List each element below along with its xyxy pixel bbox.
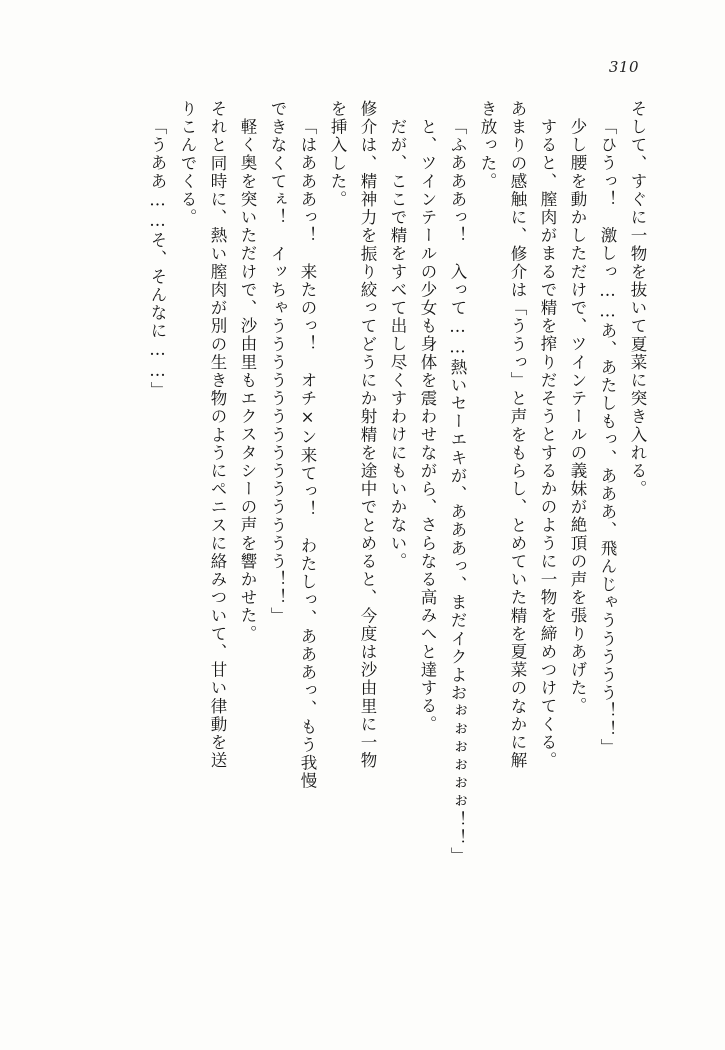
text-line: だが、ここで精をすべて出し尽くすわけにもいかない。	[388, 118, 407, 571]
text-line: 修介は、精神力を振り絞ってどうにか射精を途中でとめると、今度は沙由里に一物	[358, 100, 377, 770]
text-line: 「はあああっ！ 来たのっ！ オチ×ン来てっ！ わたしっ、あああっ、もう我慢	[298, 118, 317, 791]
text-line: と、ツインテールの少女も身体を震わせながら、さらなる高みへと達する。	[418, 118, 437, 734]
text-line: 「うああ……そ、そんなに……」	[148, 118, 167, 400]
text-line: 軽く奥を突いただけで、沙由里もエクスタシーの声を響かせた。	[238, 118, 257, 643]
text-line: き放った。	[478, 100, 497, 191]
text-line: りこんでくる。	[178, 100, 197, 227]
text-line: 少し腰を動かしただけで、ツインテールの義妹が絶頂の声を張りあげた。	[568, 118, 587, 716]
text-line: を挿入した。	[328, 100, 347, 209]
text-line: できなくてぇ！ イッちゃうううううううううううううう！！」	[268, 100, 287, 625]
page-number: 310	[608, 58, 639, 76]
text-line: すると、膣肉がまるで精を搾りだそうとするかのように一物を締めつけてくる。	[538, 118, 557, 770]
text-line: 「ふあああっ！ 入って……熱いセーエキが、あああっ、まだイクよおぉぉぉぉぉぉ！！」	[448, 118, 467, 866]
page-text-body	[80, 100, 645, 955]
text-line: それと同時に、熱い膣肉が別の生き物のようにペニスに絡みついて、甘い律動を送	[208, 100, 227, 770]
text-line: 「ひうっ！ 激しっ……あ、あたしもっ、あああ、飛んじゃううううう！！」	[598, 118, 617, 757]
text-line: あまりの感触に、修介は「ううっ」と声をもらし、とめていた精を夏菜のなかに解	[508, 100, 527, 770]
text-line: そして、すぐに一物を抜いて夏菜に突き入れる。	[628, 100, 647, 499]
